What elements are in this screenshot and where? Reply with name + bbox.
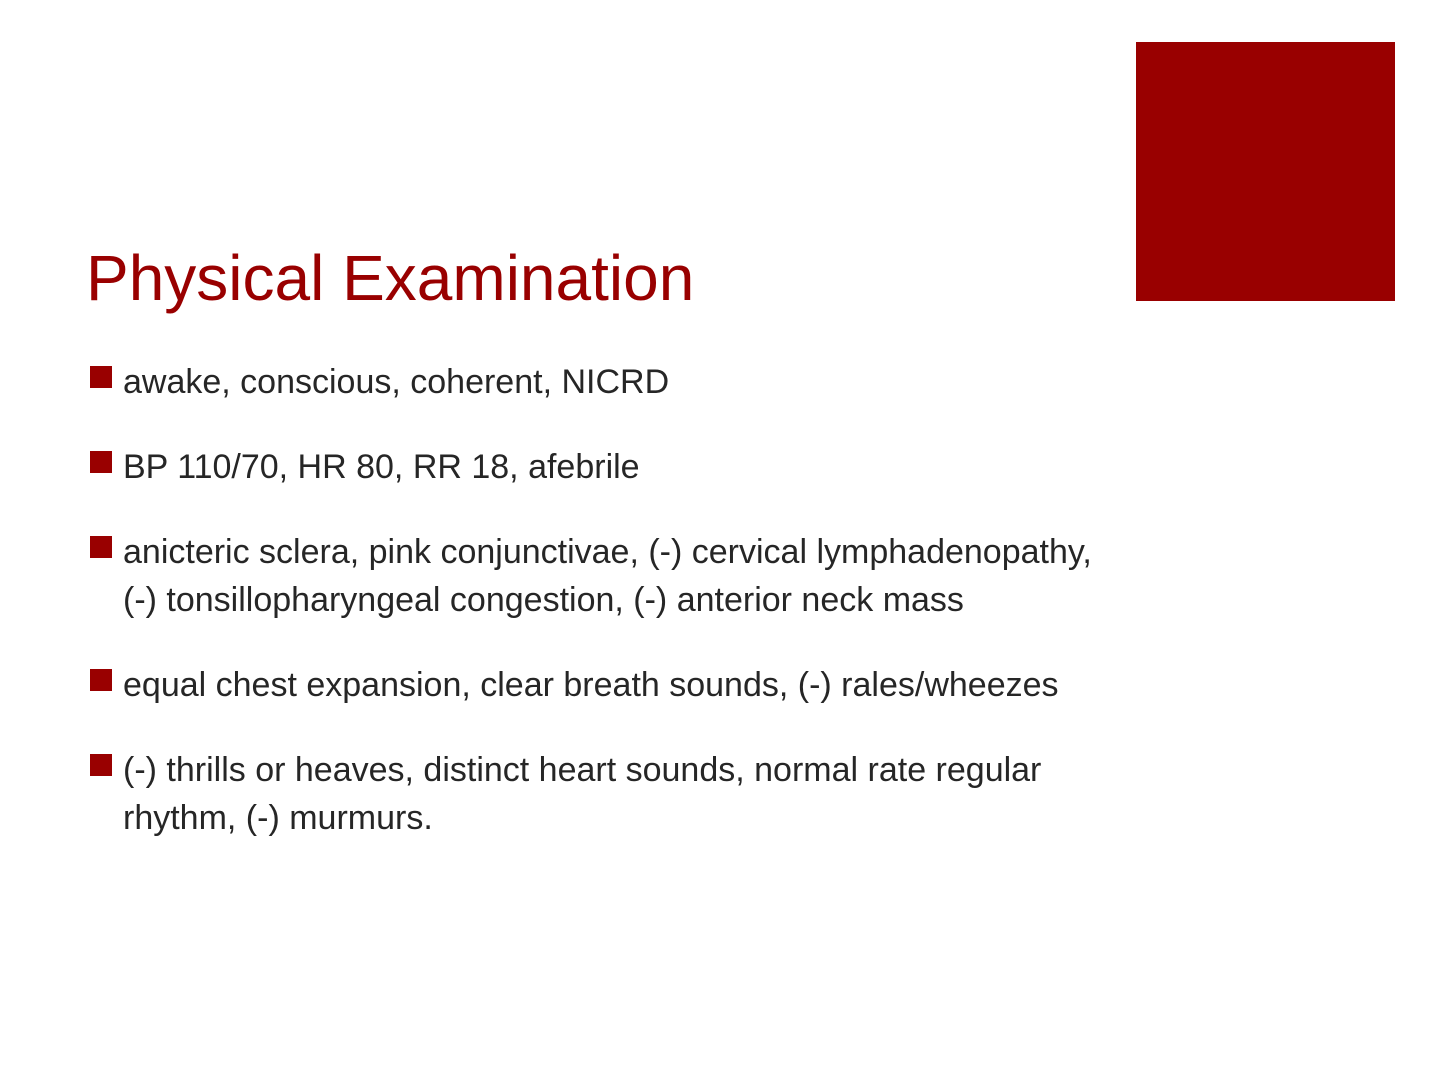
- bullet-list: [90, 358, 1100, 879]
- square-bullet-icon: [90, 669, 112, 691]
- square-bullet-icon: [90, 536, 112, 558]
- bullet-text: awake, conscious, coherent, NICRD: [123, 363, 670, 401]
- bullet-text: (-) thrills or heaves, distinct heart sounds, normal rate regular rhythm, (-) murmurs.: [123, 751, 1042, 837]
- list-item: [90, 746, 1100, 842]
- square-bullet-icon: [90, 754, 112, 776]
- list-item: [90, 358, 1100, 406]
- bullet-text: BP 110/70, HR 80, RR 18, afebrile: [123, 448, 640, 486]
- list-item: [90, 528, 1100, 624]
- slide-title: Physical Examination: [86, 242, 695, 314]
- accent-square: [1136, 42, 1395, 301]
- list-item: [90, 661, 1100, 709]
- bullet-text: equal chest expansion, clear breath sounds, (-) rales/wheezes: [123, 666, 1059, 704]
- bullet-text: anicteric sclera, pink conjunctivae, (-) cervical lymphadenopathy, (-) tonsillopharyngeal congestion, (-) anterior neck mass: [123, 533, 1092, 619]
- list-item: [90, 443, 1100, 491]
- square-bullet-icon: [90, 366, 112, 388]
- square-bullet-icon: [90, 451, 112, 473]
